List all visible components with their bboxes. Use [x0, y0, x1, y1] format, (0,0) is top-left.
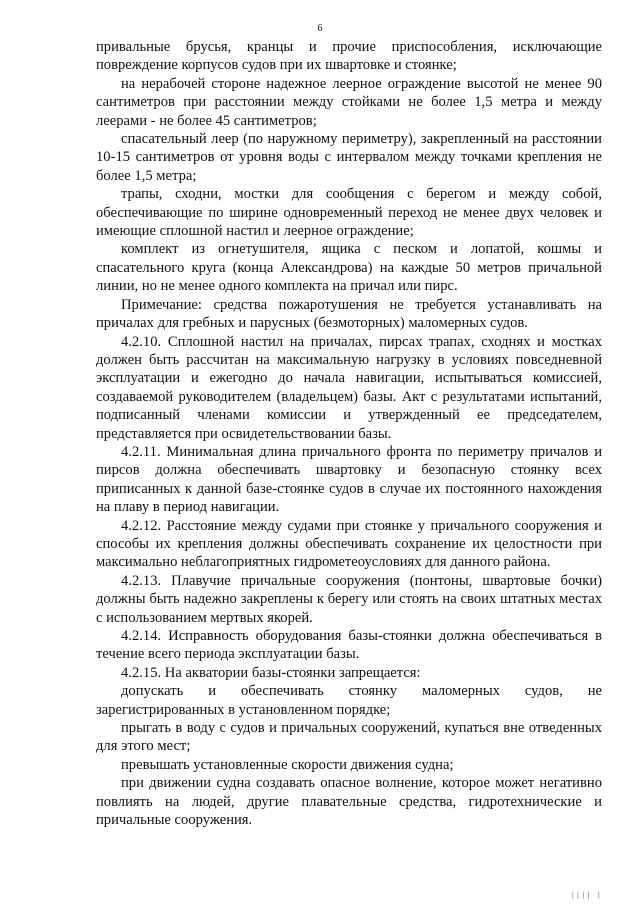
- paragraph-note: Примечание: средства пожаротушения не требуется устанавливать на причалах для гребных и парусных (безмоторных) маломерных судов.: [96, 296, 602, 332]
- paragraph-4-2-10: 4.2.10. Сплошной настил на причалах, пирсах трапах, сходнях и мостках должен быть рассчитан на максимальную нагрузку в условиях повседневной эксплуатации и ежегодно до начала навигации, испытываться комиссией, создаваемой руководителем (владельцем) базы. Акт с результатами испытаний, подписанный членами комиссии и утвержденный ее председателем, представляется при освидетельствовании базы.: [96, 333, 602, 442]
- paragraph-4-2-11: 4.2.11. Минимальная длина причального фронта по периметру причалов и пирсов должна обеспечивать швартовку и безопасную стоянку всех приписанных к данной базе-стоянке судов в случае их постоянного нахождения на плаву в период навигации.: [96, 443, 602, 516]
- paragraph-fire-kit: комплект из огнетушителя, ящика с песком и лопатой, кошмы и спасательного круга (конца Александрова) на каждые 50 метров причальной линии, но не менее одного комплекта на причал или пирс.: [96, 241, 602, 295]
- document-body: [96, 38, 602, 829]
- paragraph-4-2-15: 4.2.15. На акватории базы-стоянки запрещается:: [121, 664, 421, 681]
- paragraph-4-2-13: 4.2.13. Плавучие причальные сооружения (понтоны, швартовые бочки) должны быть надежно закреплены к берегу или стоять на своих штатных местах с использованием мертвых якорей.: [96, 572, 602, 626]
- page-number: 6: [317, 23, 323, 34]
- paragraph-gangways: трапы, сходни, мостки для сообщения с берегом и между собой, обеспечивающие по ширине одновременный переход не менее двух человек и имеющие сплошной настил и леерное ограждение;: [96, 186, 602, 240]
- list-item-jumping-swimming: прыгать в воду с судов и причальных сооружений, купаться вне отведенных для этого мест;: [96, 720, 602, 755]
- paragraph-4-2-12: 4.2.12. Расстояние между судами при стоянке у причального сооружения и способы их крепления должны обеспечивать сохранение их целостности при максимально неблагоприятных гидрометеоусловиях для данного района.: [96, 517, 602, 571]
- paragraph-fenders: привальные брусья, кранцы и прочие приспособления, исключающие повреждение корпусов судов при их швартовке и стоянке;: [96, 39, 602, 74]
- paragraph-railing: на нерабочей стороне надежное леерное ограждение высотой не менее 90 сантиметров при расстоянии между стойками не более 1,5 метра и между леерами - не более 45 сантиметров;: [96, 75, 602, 129]
- paragraph-lifeline: спасательный леер (по наружному периметру), закрепленный на расстоянии 10-15 сантиметров от уровня воды с интервалом между точками крепления не более 1,5 метра;: [96, 131, 602, 184]
- paragraph-4-2-14: 4.2.14. Исправность оборудования базы-стоянки должна обеспечиваться в течение всего периода эксплуатации базы.: [96, 628, 602, 663]
- list-item-speed-limit: превышать установленные скорости движения судна;: [121, 756, 454, 773]
- list-item-dangerous-waves: при движении судна создавать опасное волнение, которое может негативно повлиять на людей, другие плавательные средства, гидротехнические и причальные сооружения.: [96, 775, 602, 829]
- scan-mark: |||| |: [570, 891, 602, 899]
- list-item-unregistered-boats: допускать и обеспечивать стоянку маломерных судов, не зарегистрированных в установленном порядке;: [96, 683, 602, 718]
